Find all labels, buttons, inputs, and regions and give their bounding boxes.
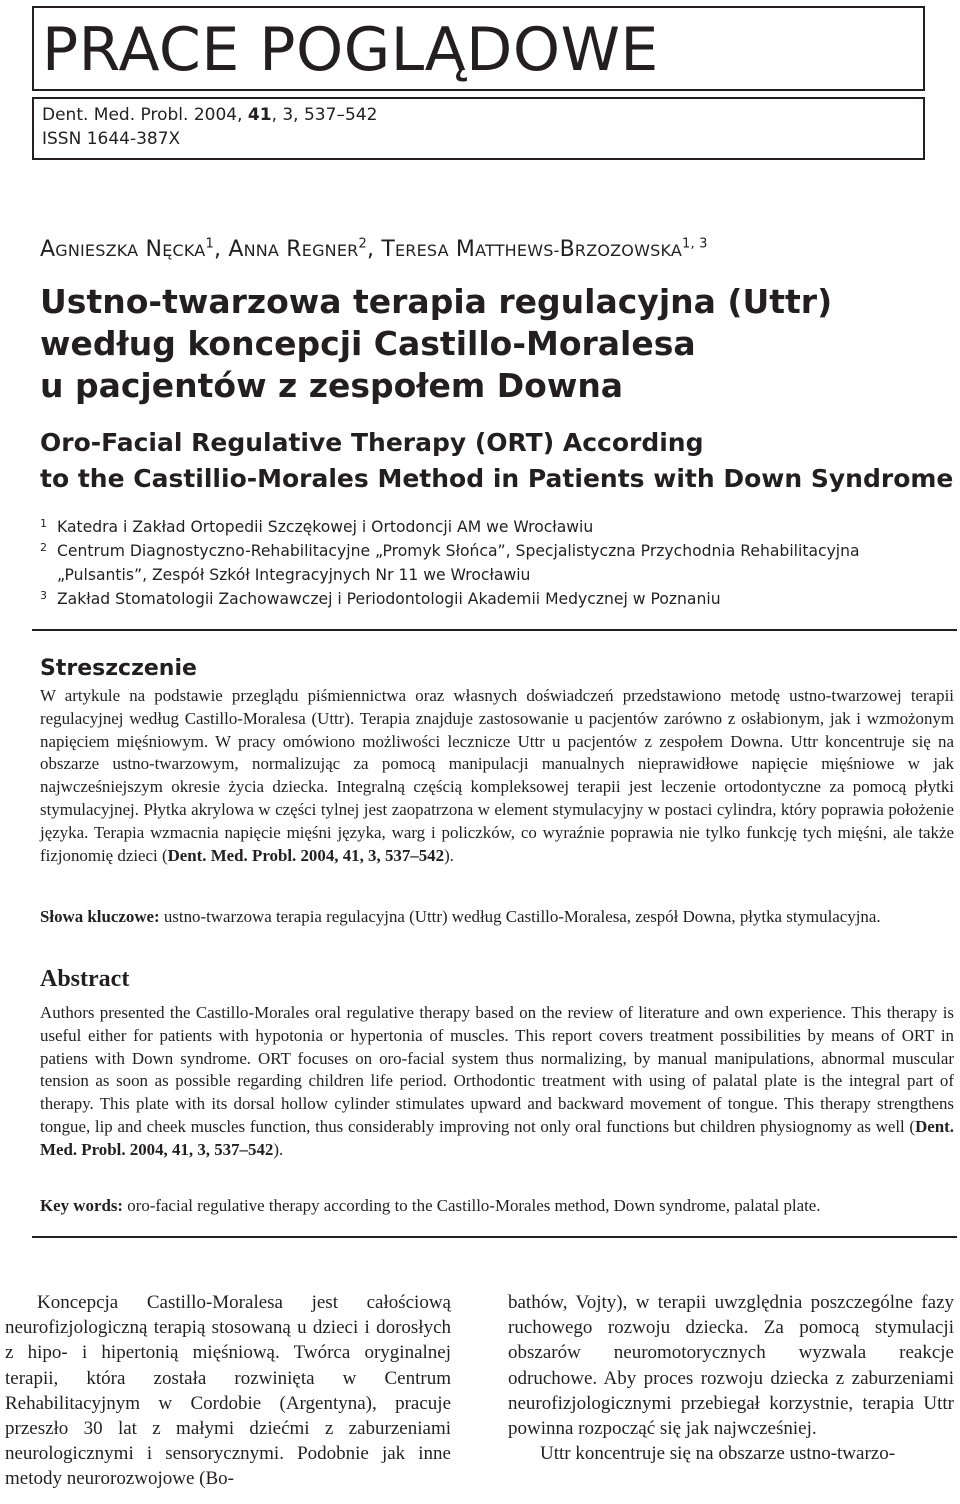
author-1: AGNIESZKA NĘCKA$^1$,: [40, 237, 229, 263]
abstract-citation: Dent. Med. Probl. 2004, 41, 3, 537–542: [40, 1116, 954, 1159]
affiliation-2: 2 Centrum Diagnostyczno-Rehabilitacyjne „Promyk Słońca”, Specjalistyczna Przychodnia Rehabilitacyjna: [40, 541, 860, 560]
title-polish-line: u pacjentów z zespołem Downa: [40, 366, 624, 405]
abstract-body: Authors presented the Castillo-Morales oral regulative therapy based on the review of literature and own experience. This therapy is useful either for patients with hypotonia or hypertonia of muscles. This report covers treatment possibilities by means of ORT in patiens with Down syndrome. ORT focuses on oro-facial system thus normalizing, by manual manipulations, abnormal muscular tension as soon as possible regarding children life period. Orthodontic treatment with using of palatal plate is the integral part of therapy. This plate with its dorsal hollow cylinder stimulates upward and backward movement of tongue. This therapy strengthens tongue, lip and cheek muscles function, thus considerably improving not only oral functions but children physiognomy as well (Dent. Med. Probl. 2004, 41, 3, 537–542).: [40, 1003, 954, 1159]
title-polish-line: Ustno-twarzowa terapia regulacyjna (Uttr): [40, 282, 833, 321]
slowa-kluczowe-label: Słowa kluczowe:: [40, 907, 160, 926]
section-label: PRACE POGLĄDOWE: [42, 15, 659, 85]
citation-prefix: Dent. Med. Probl. 2004,: [42, 105, 248, 125]
author-list: [40, 237, 708, 262]
affiliation-2-continued: „Pulsantis”, Zespół Szkół Integracyjnych Nr 11 we Wrocławiu: [57, 566, 531, 584]
title-english-line: to the Castillio-Morales Method in Patients with Down Syndrome: [40, 464, 954, 493]
body-column-right: [508, 1290, 954, 1466]
title-polish: [40, 281, 832, 407]
streszczenie-citation: Dent. Med. Probl. 2004, 41, 3, 537–542: [167, 845, 445, 865]
citation-volume: 41: [247, 105, 272, 125]
abstract-heading: Abstract: [40, 966, 130, 992]
divider: [32, 1236, 957, 1238]
body-paragraph: bathów, Vojty), w terapii uwzględnia poszczególne fazy ruchowego rozwoju dziecka. Za pomocą stymulacji obszarów neuromotorycznych wyzwala reakcje odruchowe. Aby proces rozwoju dziecka z zaburzeniami neurofizjologicznymi przebiegał korzystnie, terapia Uttr powinna rozpocząć się jak najwcześniej.: [508, 1292, 954, 1440]
section-header-box: [32, 6, 925, 91]
affiliation-3: 3 Zakład Stomatologii Zachowawczej i Periodontologii Akademii Medycznej w Poznaniu: [40, 589, 721, 608]
key-words: Key words: oro-facial regulative therapy according to the Castillo-Morales method, Down syndrome, palatal plate.: [40, 1196, 821, 1215]
slowa-kluczowe: Słowa kluczowe: ustno-twarzowa terapia regulacyjna (Uttr) według Castillo-Moralesa, zespół Downa, płytka stymulacyjna.: [40, 907, 881, 926]
streszczenie-heading: Streszczenie: [40, 656, 197, 681]
journal-citation: [42, 105, 377, 125]
body-paragraph: Uttr koncentruje się na obszarze ustno-twarzo-: [540, 1443, 896, 1465]
citation-suffix: , 3, 537–542: [271, 105, 378, 125]
journal-issn: ISSN 1644-387X: [42, 129, 181, 149]
title-polish-line: według koncepcji Castillo-Moralesa: [40, 324, 696, 363]
body-column-left: [5, 1290, 451, 1492]
affiliation-1: 1 Katedra i Zakład Ortopedii Szczękowej i Ortodoncji AM we Wrocławiu: [40, 517, 594, 536]
title-english: [40, 425, 953, 497]
affiliations: [40, 515, 860, 611]
author-2: ANNA REGNER$^2$,: [228, 237, 382, 263]
key-words-label: Key words:: [40, 1196, 124, 1215]
body-paragraph: Koncepcja Castillo-Moralesa jest całościową neurofizjologiczną terapią stosowaną u dzieci i dorosłych z hipo- i hipertonią mięśniową. Twórca oryginalnej terapii, która została rozwinięta w Centrum Rehabilitacyjnym w Cordobie (Argentyna), pracuje przeszło 30 lat z małymi dziećmi z zaburzeniami neurologicznymi i sensorycznymi. Podobnie jak inne metody neurorozwojowe (Bo-: [5, 1292, 451, 1490]
streszczenie-body: W artykule na podstawie przeglądu piśmiennictwa oraz własnych doświadczeń przedstawiono metodę ustno-twarzowej terapii regulacyjnej według Castillo-Moralesa (Uttr). Terapia znajduje zastosowanie u pacjentów zarówno z osłabionym, jak i wzmożonym napięciem mięśniowym. W pracy omówiono możliwości lecznicze Uttr u pacjentów z zespołem Downa. Uttr koncentruje się na obszarze ustno-twarzowym, normalizując za pomocą manipulacji manualnych nieprawidłowe napięcie mięśniowe w jak najwcześniejszym okresie życia dziecka. Integralną częścią kompleksowej terapii jest leczenie ortodontyczne za pomocą płytki stymulacyjnej. Płytka akrylowa w części tylnej jest zaopatrzona w element stymulacyjny w postaci cylindra, który poprawia położenie języka. Terapia wzmacnia napięcie mięśni języka, warg i policzków, co wyraźnie poprawia nie tylko funkcję tych mięśni, ale także fizjonomię dzieci (Dent. Med. Probl. 2004, 41, 3, 537–542).: [40, 686, 954, 865]
journal-citation-box: [32, 97, 925, 160]
divider: [32, 629, 957, 631]
author-3: TERESA MATTHEWS-BRZOZOWSKA$^{1, 3}$: [381, 237, 708, 263]
title-english-line: Oro-Facial Regulative Therapy (ORT) According: [40, 428, 704, 457]
